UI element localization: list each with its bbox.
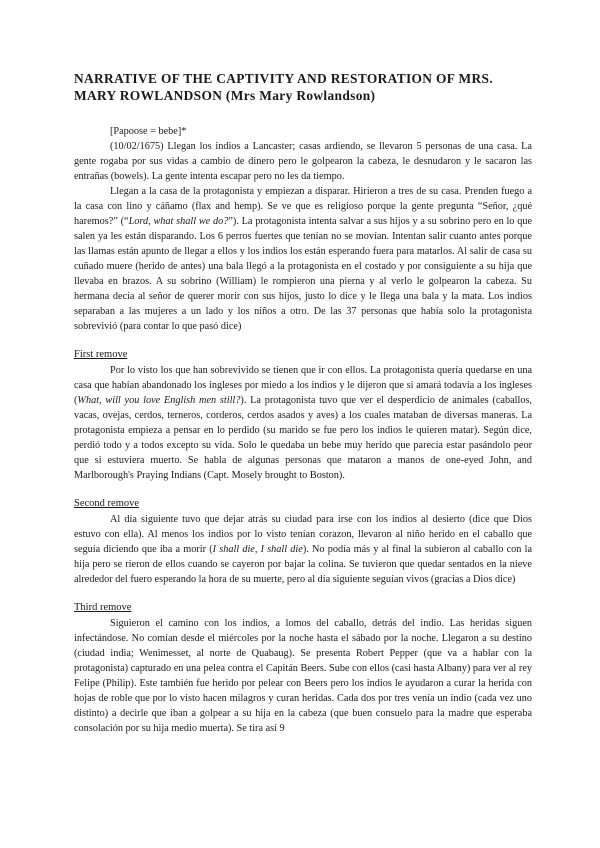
section-heading-first-remove: First remove <box>74 349 128 360</box>
third-text-a: Siguieron el camino con los indios, a lomos del caballo, detrás del indio. Las heridas siguen infectándose. No comían desde el miércoles por la noche hasta el sábado por la noche. Llegaron a su destino (ciudad india; Wenimesset, al norte de Quabaug). Se presenta Robert Pepper (que va a hablar con la protagonista) capturado en una pelea contra el Capitán Beers. Sube con ellos (casi hasta Albany) para ver al rey Felipe (Philip). Este también fue herido por pelear con Beers pero los indios le ayudaron a curar la herida con hojas de roble que por lo visto hacen milagros y curan heridas. Cada dos por tres venía un indio (cada vez uno distinto) a decirle que iban a golpear a su hija en la cabeza (que buen consuelo para la madre que esperaba consolación por su hija medio muerta). Se tira así 9 <box>74 618 532 734</box>
second-text-b: ). No podía más y al final la subieron al caballo con la hija pero se rieron de ellos cuando se cayeron por bajar la colina. Se tuvieron que quedar sentados en la nieve alrededor del fuero esperando la hora de su muerte, pero al día siguiente seguían vivos (gracias a Dios dice) <box>74 544 532 585</box>
intro-quote-italic: Lord, what shall we do? <box>128 216 229 227</box>
papoose-note: [Papoose = bebe]* <box>110 126 187 137</box>
section-body-third-remove <box>74 616 532 736</box>
section-body-second-remove <box>74 512 532 587</box>
first-quote-italic: What, will you love English men still? <box>77 395 241 406</box>
section-heading-second-remove: Second remove <box>74 498 140 509</box>
intro-paragraph-2 <box>74 184 532 334</box>
first-text-a: Por lo visto los que han sobrevivido se tienen que ir con ellos. La protagonista quería quedarse en una casa que habían abandonado los ingleses por miedo a los indios y le dijeron que si amará todavía a los ingleses ( <box>74 365 532 406</box>
page-title: NARRATIVE OF THE CAPTIVITY AND RESTORATION OF MRS. MARY ROWLANDSON (Mrs Mary Rowlandson) <box>74 71 494 103</box>
section-body-first-remove <box>74 363 532 483</box>
intro-text-a: Llegan a la casa de la protagonista y empiezan a disparar. Hirieron a tres de su casa. Prenden fuego a la casa con lino y cáñamo (flax and hemp). Se ve que es religioso porque la gente pregunta “Señor, ¿qué haremos?” (“ <box>74 186 532 227</box>
intro-paragraph-1: (10/02/1675) Llegan los indios a Lancaster; casas ardiendo, se llevaron 5 personas de una casa. La gente rogaba por sus vidas a cambio de dinero pero le golpearon la cabeza, le desnudaron y le sacaron las entrañas (bowels). La gente intenta escapar pero no les da tiempo. <box>74 141 532 182</box>
intro-text-b: ”). La protagonista intenta salvar a sus hijos y a su sobrino pero en lo que salen ya les están disparando. Los 6 perros fuertes que tenían no se movían. Intentan salir cuanto antes porque las llamas están apunto de llegar a ellos y los indios los están esperando fuera para matarlos. Al salir de casa su cuñado muere (herido de antes) una bala llegó a la protagonista en el costado y por consiguiente a su hija que llevaba en brazos. A su sobrino (William) le rompieron una pierna y al verlo le golpearon la cabeza. Su hermana decía al señor de querer morir con sus hijos, justo lo dice y le llega una bala y la mata. Los indios separaban a las mujeres a un lado y los niños a otro. De las 37 personas que había solo la protagonista sobrevivió (para contar lo que pasó dice) <box>74 216 532 332</box>
second-quote-italic: I shall die, I shall die <box>212 544 303 555</box>
section-heading-third-remove: Third remove <box>74 602 132 613</box>
first-text-b: ). La protagonista tuvo que ver el desperdicio de animales (caballos, vacas, ovejas, cerdos, terneros, corderos, cerdos asados y aves) a los cuales mataban de diversas maneras. La protagonista empieza a pensar en lo perdido (su marido se fue pero los indios le quieren matar). Según dice, perdió todo y a todos excepto su vida. Solo le quedaba un bebe muy herido que parecía estar pasándolo peor que si estuviera muerto. Se habla de algunas personas que mataron a manos de one-eyed John, and Marlborough's Praying Indians (Capt. Mosely brought to Boston). <box>74 395 532 481</box>
second-text-a: Al día siguiente tuvo que dejar atrás su ciudad para irse con los indios al desierto (dice que Dios estuvo con ella). Al menos los indios por lo visto tenían corazon, llevaron al niño herido en el caballo que seguía diciendo que iba a morir ( <box>74 514 532 555</box>
